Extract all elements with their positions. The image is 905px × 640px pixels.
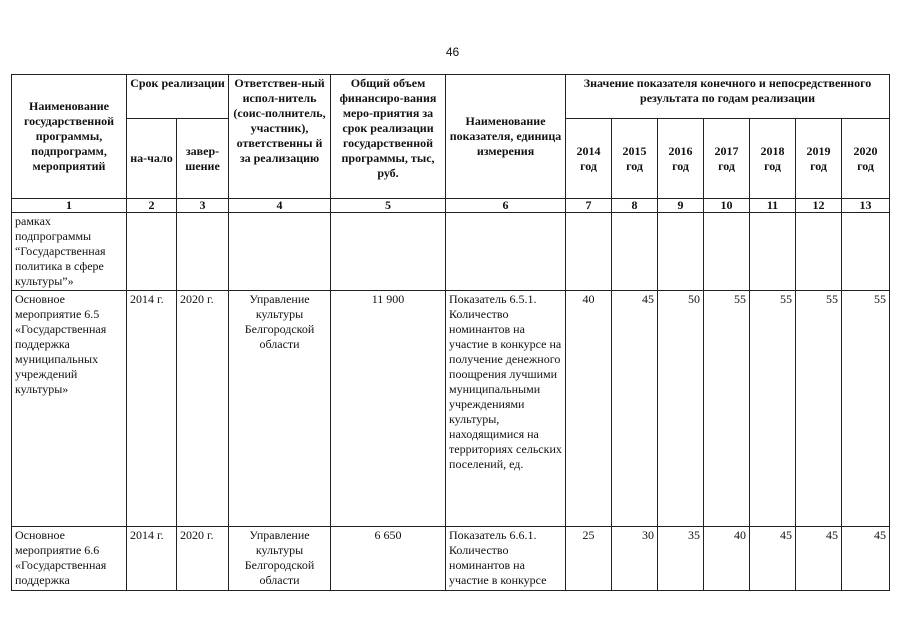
funding-cell: 6 650 xyxy=(331,527,446,591)
column-number: 11 xyxy=(750,199,796,213)
value-cell: 50 xyxy=(658,291,704,527)
term-end-cell xyxy=(177,213,229,291)
header-term: Срок реализации xyxy=(127,75,229,119)
column-number: 8 xyxy=(612,199,658,213)
table-row xyxy=(12,291,890,527)
value-cell xyxy=(750,213,796,291)
responsible-cell xyxy=(229,213,331,291)
column-number: 3 xyxy=(177,199,229,213)
page-number: 46 xyxy=(445,45,460,59)
column-number: 6 xyxy=(446,199,566,213)
term-end-cell: 2020 г. xyxy=(177,291,229,527)
column-number: 4 xyxy=(229,199,331,213)
header-year-2019: 2019 год xyxy=(796,119,842,199)
value-cell: 25 xyxy=(566,527,612,591)
value-cell: 40 xyxy=(566,291,612,527)
value-cell: 30 xyxy=(612,527,658,591)
header-year-2017: 2017 год xyxy=(704,119,750,199)
program-name-cell: Основное мероприятие 6.6 «Государственная поддержка xyxy=(12,527,127,591)
indicator-table xyxy=(11,74,890,591)
value-cell: 55 xyxy=(842,291,890,527)
term-start-cell xyxy=(127,213,177,291)
value-cell: 35 xyxy=(658,527,704,591)
term-start-cell: 2014 г. xyxy=(127,291,177,527)
value-cell: 45 xyxy=(750,527,796,591)
column-number: 10 xyxy=(704,199,750,213)
column-number: 7 xyxy=(566,199,612,213)
funding-cell: 11 900 xyxy=(331,291,446,527)
value-cell xyxy=(704,213,750,291)
value-cell: 45 xyxy=(796,527,842,591)
header-responsible: Ответствен-ный испол-нитель (соис-полнитель, участник), ответственны й за реализацию xyxy=(229,75,331,199)
header-year-2016: 2016 год xyxy=(658,119,704,199)
value-cell xyxy=(658,213,704,291)
value-cell: 55 xyxy=(750,291,796,527)
header-term-end: завер-шение xyxy=(177,119,229,199)
value-cell: 45 xyxy=(612,291,658,527)
column-number: 13 xyxy=(842,199,890,213)
header-year-2014: 2014 год xyxy=(566,119,612,199)
term-start-cell: 2014 г. xyxy=(127,527,177,591)
program-name-cell: рамках подпрограммы “Государственная политика в сфере культуры”» xyxy=(12,213,127,291)
value-cell: 55 xyxy=(796,291,842,527)
value-cell xyxy=(566,213,612,291)
column-number: 2 xyxy=(127,199,177,213)
column-number: 5 xyxy=(331,199,446,213)
value-cell: 55 xyxy=(704,291,750,527)
table-row xyxy=(12,527,890,591)
value-cell: 45 xyxy=(842,527,890,591)
responsible-cell: Управление культуры Белгородской области xyxy=(229,527,331,591)
indicator-cell xyxy=(446,213,566,291)
header-year-2020: 2020 год xyxy=(842,119,890,199)
table-row xyxy=(12,213,890,291)
header-indicator: Наименование показателя, единица измерения xyxy=(446,75,566,199)
funding-cell xyxy=(331,213,446,291)
column-number: 9 xyxy=(658,199,704,213)
header-year-2018: 2018 год xyxy=(750,119,796,199)
header-funding: Общий объем финансиро-вания меро-приятия за срок реализации государственной программы, тыс, руб. xyxy=(331,75,446,199)
header-program-name: Наименование государственной программы, подпрограмм, мероприятий xyxy=(12,75,127,199)
program-name-cell: Основное мероприятие 6.5 «Государственная поддержка муниципальных учреждений культуры» xyxy=(12,291,127,527)
value-cell xyxy=(796,213,842,291)
header-values: Значение показателя конечного и непосредственного результата по годам реализации xyxy=(566,75,890,119)
header-year-2015: 2015 год xyxy=(612,119,658,199)
header-term-start: на-чало xyxy=(127,119,177,199)
responsible-cell: Управление культуры Белгородской области xyxy=(229,291,331,527)
indicator-cell: Показатель 6.5.1. Количество номинантов на участие в конкурсе на получение денежного поощрения лучшими муниципальными учреждениями культуры, находящимися на территориях сельских поселений, ед. xyxy=(446,291,566,527)
indicator-cell: Показатель 6.6.1. Количество номинантов на участие в конкурсе xyxy=(446,527,566,591)
column-number: 1 xyxy=(12,199,127,213)
term-end-cell: 2020 г. xyxy=(177,527,229,591)
column-number: 12 xyxy=(796,199,842,213)
value-cell xyxy=(842,213,890,291)
value-cell: 40 xyxy=(704,527,750,591)
column-number-row xyxy=(12,199,890,213)
value-cell xyxy=(612,213,658,291)
